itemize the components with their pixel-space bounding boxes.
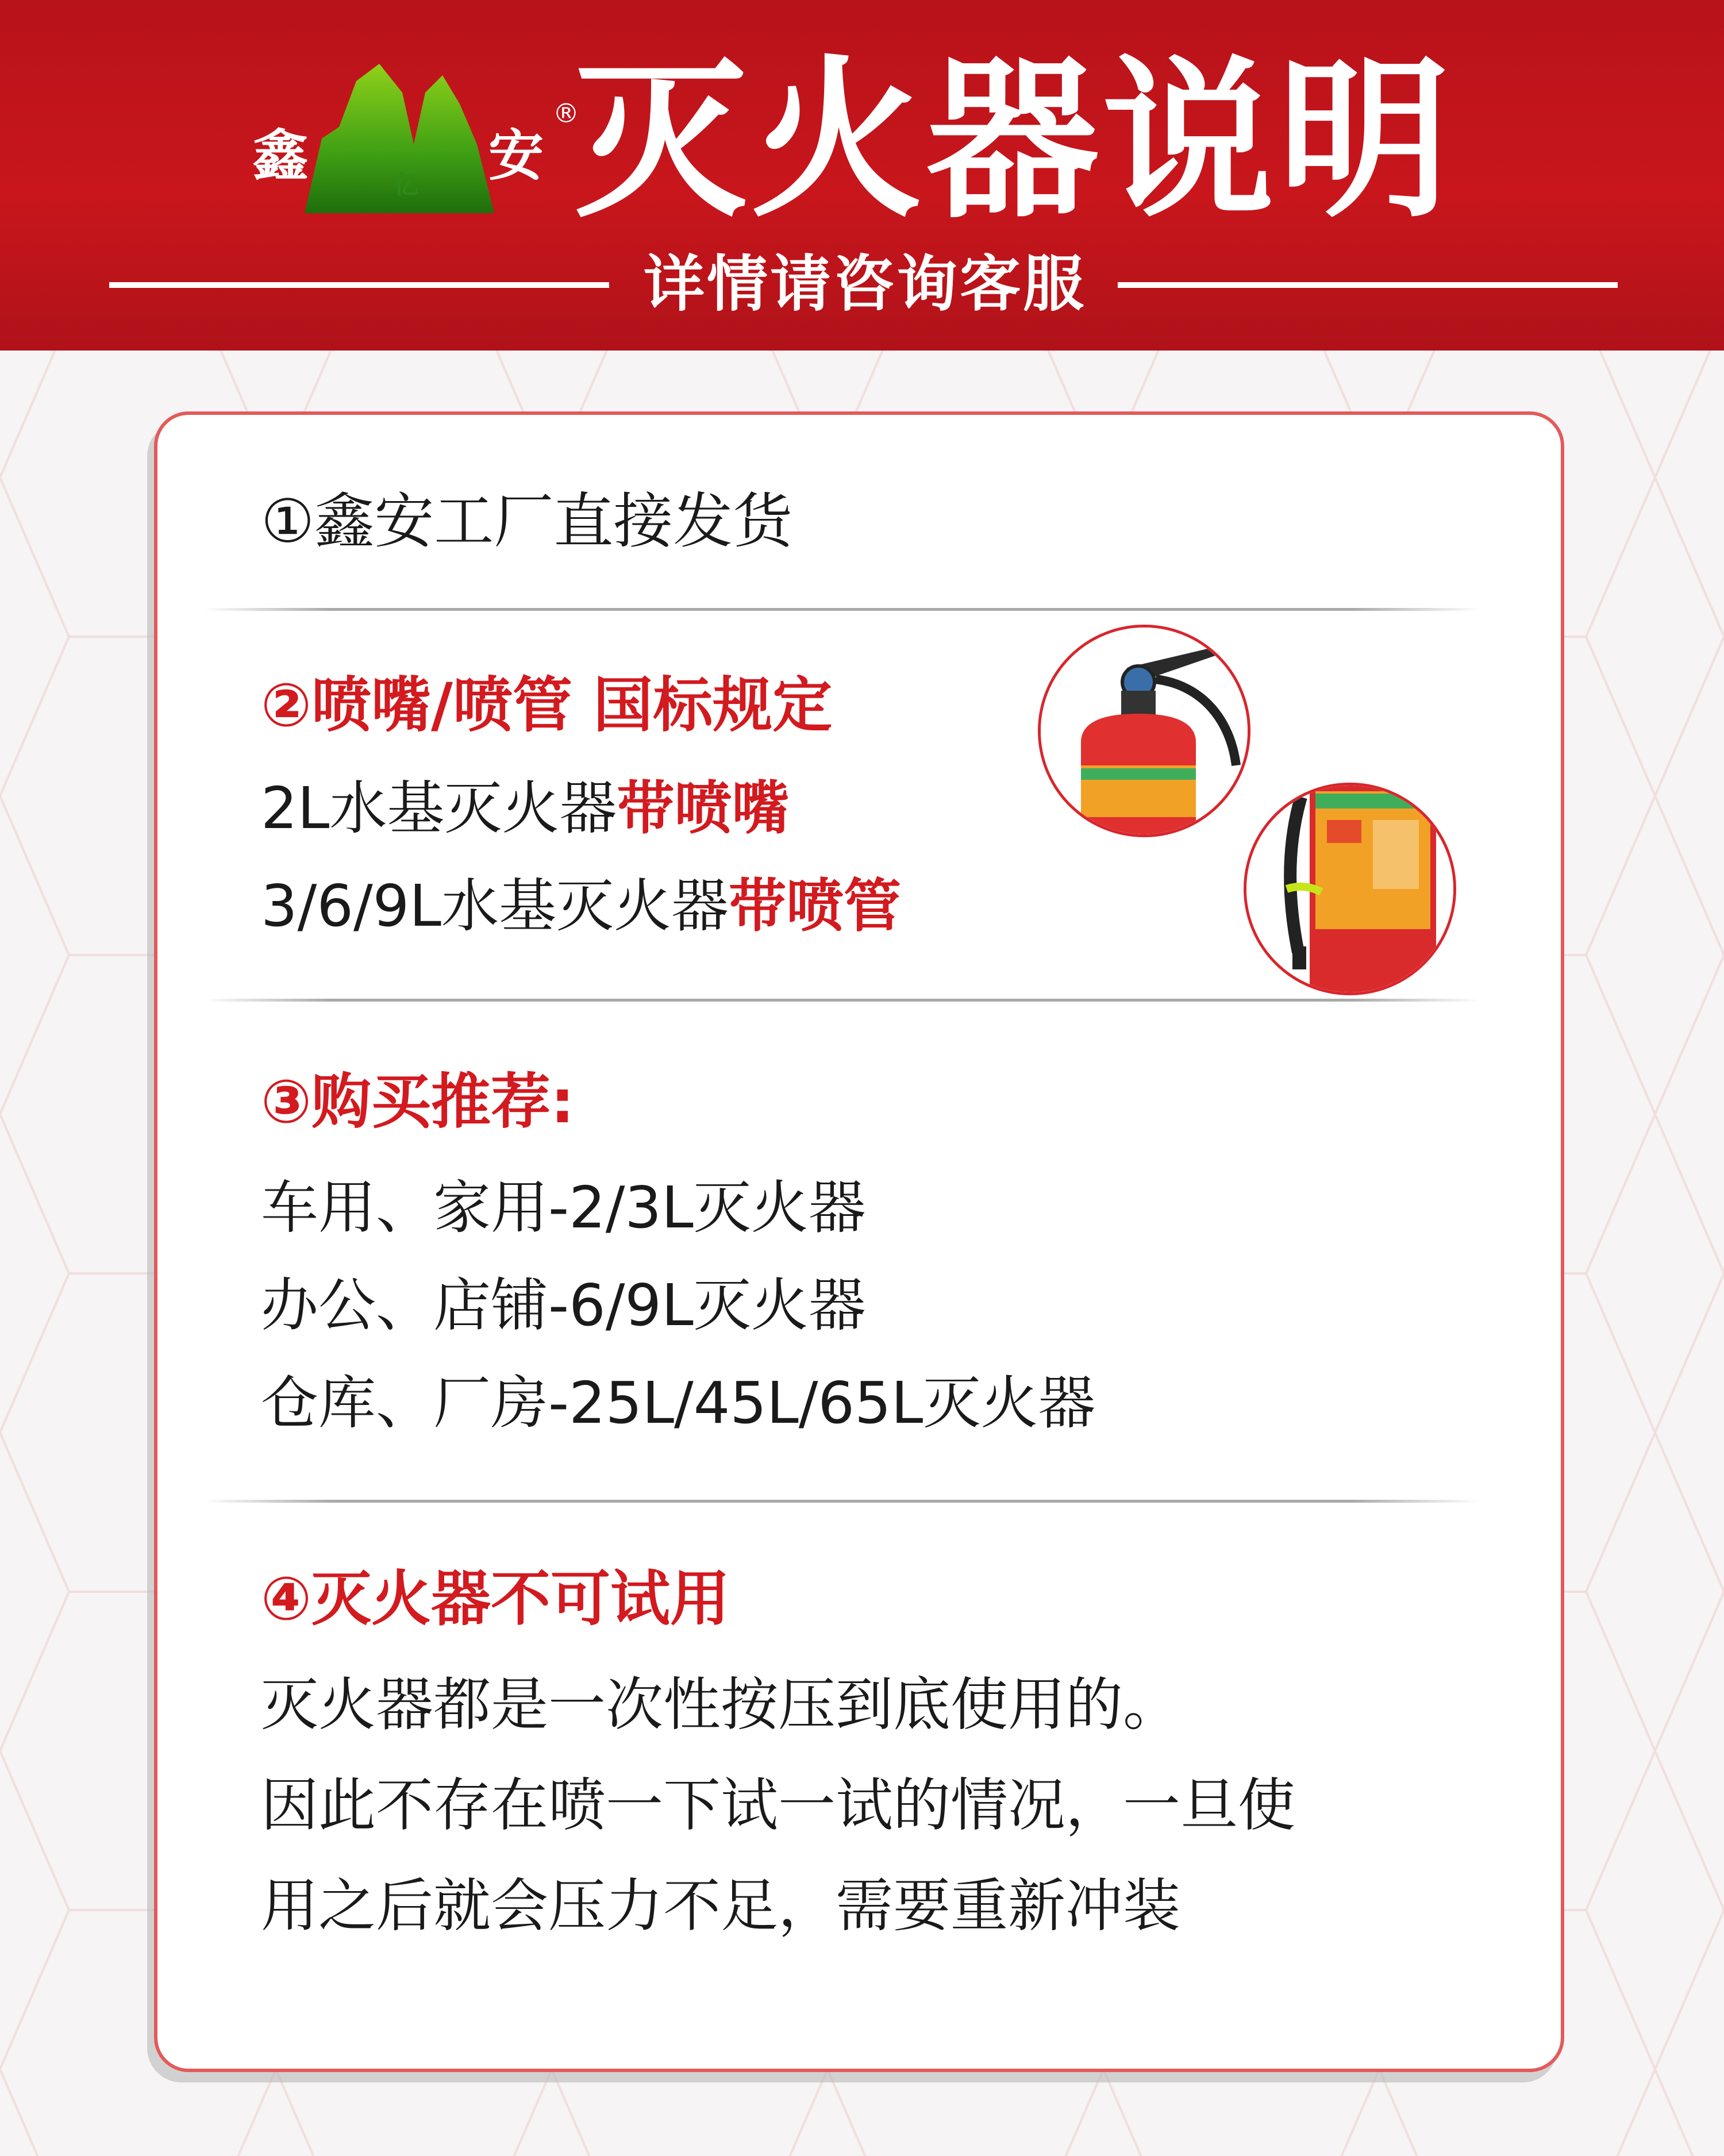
section-2-title: ②喷嘴/喷管 国标规定 xyxy=(261,670,833,740)
section-1-title: ①鑫安工厂直接发货 xyxy=(261,486,793,556)
hose-rule-369l-text: 3/6/9L水基灭火器 xyxy=(261,872,729,940)
nozzle-rule-2l-highlight: 带喷嘴 xyxy=(617,775,790,842)
product-image-2l xyxy=(1038,625,1250,837)
nozzle-rule-2l xyxy=(261,771,789,846)
header-banner xyxy=(0,0,1724,351)
recommend-car-home: 车用、家用-2/3L灭火器 xyxy=(261,1174,866,1241)
recommend-office-shop: 办公、店铺-6/9L灭火器 xyxy=(261,1272,866,1339)
registered-mark: ® xyxy=(553,98,579,129)
fire-extinguisher-hose-icon xyxy=(1246,786,1453,992)
recommend-warehouse-factory: 仓库、厂房-25L/45L/65L灭火器 xyxy=(261,1369,1096,1437)
hose-rule-369l xyxy=(261,869,901,944)
nozzle-rule-2l-text: 2L水基灭火器 xyxy=(261,775,617,842)
product-image-hose xyxy=(1244,783,1456,995)
subtitle-divider-left xyxy=(109,282,609,288)
usage-note-line-3: 用之后就会压力不足，需要重新冲装 xyxy=(261,1872,1180,1939)
section-4-title: ④灭火器不可试用 xyxy=(261,1564,730,1634)
section-divider xyxy=(203,608,1479,611)
usage-note-line-2: 因此不存在喷一下试一试的情况，一旦使 xyxy=(261,1772,1295,1839)
info-card xyxy=(154,411,1564,2072)
brand-small-char: 亿 xyxy=(394,170,419,199)
subtitle-divider-right xyxy=(1118,282,1618,288)
page-title: 灭火器说明 xyxy=(575,40,1454,241)
usage-note-line-1: 灭火器都是一次性按压到底使用的。 xyxy=(261,1671,1180,1738)
fire-extinguisher-2l-icon xyxy=(1041,627,1248,834)
page-subtitle: 详情请咨询客服 xyxy=(644,249,1086,319)
section-divider xyxy=(203,999,1479,1002)
brand-left-char: 鑫 xyxy=(253,124,308,188)
section-3-title: ③购买推荐: xyxy=(261,1067,575,1137)
brand-logo xyxy=(247,55,580,227)
hose-rule-369l-highlight: 带喷管 xyxy=(728,872,901,940)
section-divider xyxy=(203,1500,1479,1503)
brand-right-char: 安 xyxy=(488,124,544,188)
